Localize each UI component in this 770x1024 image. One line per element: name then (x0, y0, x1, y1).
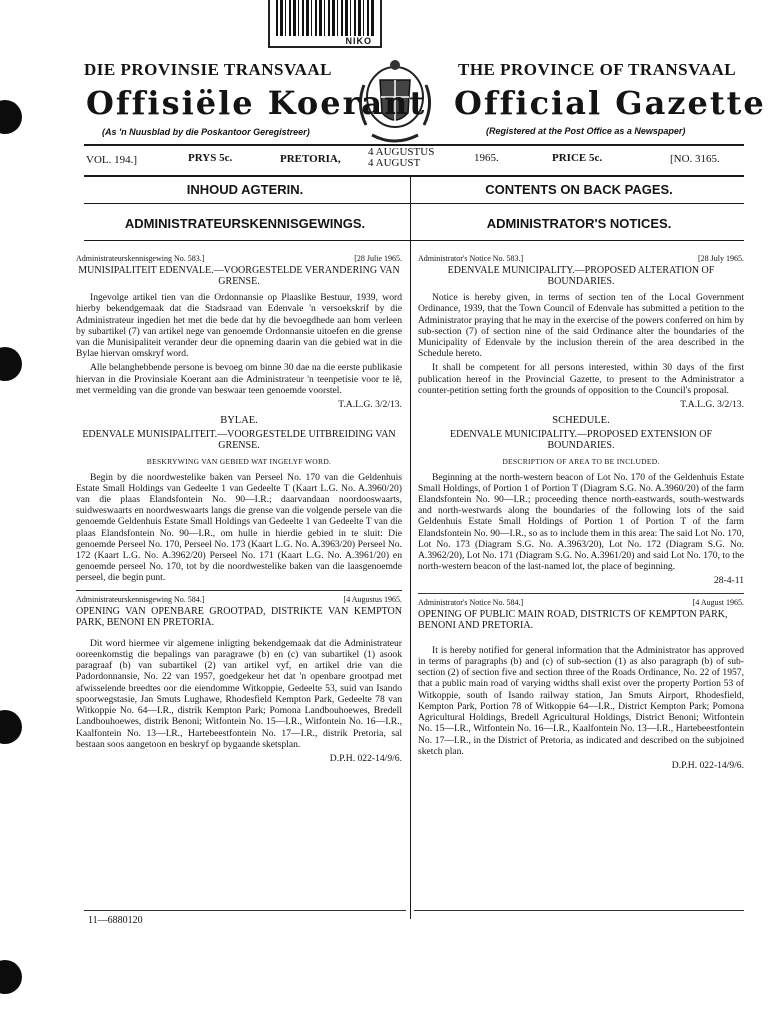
masthead-right-subtitle: (Registered at the Post Office as a Newspaper) (486, 126, 686, 136)
notice-date: [28 Julie 1965. (354, 254, 402, 263)
issue-number: [NO. 3165. (670, 153, 720, 165)
reference-number: D.P.H. 022-14/9/6. (329, 752, 402, 764)
print-code: 11—6880120 (88, 915, 143, 926)
reference-number: D.P.H. 022-14/9/6. (671, 759, 744, 771)
reference-number: T.A.L.G. 3/2/13. (338, 399, 402, 411)
notice-number: Administrateurskennisgewing No. 584.] (76, 594, 205, 604)
notice-title: OPENING OF PUBLIC MAIN ROAD, DISTRICTS OF KEMPTON PARK, BENONI AND PRETORIA. (418, 608, 728, 631)
notice-paragraph: Begin by die noordwestelike baken van Perseel No. 170 van die Geldenhuis Estate Small Holdings van Gedeelte 1 van Gedeelte T (Kaart L.G. No. A.3960/20) van die plaas Elandsfontein No. 90—I.R.; daarvandaan noordooswaarts, suidweswaarts en noordweswaarts langs die grense van die volgende persele van die genoemde Geldenhuis Estate Small Holdings van Gedeelte 1 van Gedeelte T van die plaas Elandsfontein No. 90—I.R., om hulle in hierdie gebied in te sluit: Die genoemde Perseel No. 170, Perseel No. 173 (Kaart L.G. No. A.3963/20) Perseel No. 172 (Kaart L.G. No. A.3962/20) Perseel No. 171 (Kaart L.G. No. A.3961/20) en genoemde perseel No. 170, tot by die noordwestelike baken van die laasgenoemde perseel, die begin punt. (76, 471, 402, 584)
masthead-left-province: DIE PROVINSIE TRANSVAAL (84, 60, 332, 79)
notice-date: [28 July 1965. (698, 254, 744, 263)
masthead-right-title: Official Gazette (454, 84, 766, 122)
notice-number: Administrator's Notice No. 584.] (418, 597, 524, 607)
schedule-heading: BYLAE. (220, 415, 258, 427)
section-title-en: ADMINISTRATOR'S NOTICES. (486, 216, 672, 231)
reference-code: 28-4-11 (713, 575, 744, 587)
notice-paragraph: Beginning at the north-western beacon of Lot No. 170 of the Geldenhuis Estate Small Holdings, of Portion 1 of Portion T (Diagram S.G. No. A.3960/20) of the farm Elandsfontein No. 90—I.R.; proceeding thence north-eastwards, south-westwards and north-westwards along the boundaries of the following lots of the said Geldenhuis Estate Small Holdings of Portion 1 of Portion T of the farm Elandsfontein No. 90—I.R., so as to include them in this area: The said Lot No. 170, Lot No. 173 (Diagram S.G. No. A.3963/20), Lot No. 172 (Diagram S.G. No. A.3962/20), Lot No. 171 (Diagram S.G. No. A.3961/20) and said Lot No. 170, to the north-western beacon of the last-named lot, the place of beginning. (418, 471, 744, 573)
volume-number: VOL. 194.] (86, 154, 138, 166)
punch-hole (0, 100, 22, 134)
rule (84, 203, 744, 204)
reference-number: T.A.L.G. 3/2/13. (680, 399, 744, 411)
rule (84, 240, 744, 241)
masthead-left-title: Offisiële Koerant (86, 84, 427, 122)
notice-title: OPENING VAN OPENBARE GROOTPAD, DISTRIKTE VAN KEMPTON PARK, BENONI EN PRETORIA. (76, 605, 402, 628)
date-af: 4 AUGUSTUS (368, 146, 435, 158)
section-title-af: ADMINISTRATEURSKENNISGEWINGS. (124, 216, 366, 231)
notice-paragraph: It is hereby notified for general information that the Administrator has approved in terms of paragraphs (b) and (c) of sub-section (1) as also paragraph (b) of sub-section (2) of section five and section three of the Roads Ordinance, No. 22 of 1957, that a public main road of varying widths shall exist over the property Portion 53 of Witkoppie, south of Isando railway station, Jan Smuts Airport, Rhodesfield, Kempton Park, Portion 78 of Witkoppie 64—I.R., District Kempton Park; Pomona Agricultural Holdings, Bredell Agricultural Holdings, District Benoni; Witfontein No. 15—I.R., Witfontein No. 16—I.R., Kaalfontein No. 13—I.R., Hartebeestfontein No. 17—I.R., in the District of Pretoria, as indicated and described on the subjoined sketch plan. (418, 644, 744, 757)
schedule-title: EDENVALE MUNICIPALITY.—PROPOSED EXTENSION OF BOUNDARIES. (449, 429, 713, 452)
notice-number: Administrator's Notice No. 583.] (418, 254, 524, 263)
notice-paragraph: Alle belanghebbende persone is bevoeg om binne 30 dae na die eerste publikasie hiervan in die Provinsiale Koerant aan die Administrateur 'n teenpetisie voor te lê, met vermelding van die gronde van beswaar teen genoemde voorstel. (76, 362, 402, 396)
place: PRETORIA, (280, 153, 341, 165)
notice-header (418, 597, 744, 608)
footer-rule (414, 910, 744, 911)
notice-paragraph: Dit word hiermee vir algemene inligting bekendgemaak dat die Administrateur ooreenkomstig die bepalings van paragrawe (b) en (c) van subartikel (1) asook paragraaf (b) van subartikel (2) van artikel vyf, en artikel drie van die Padordonnansie, No. 22 van 1957, goedgekeur het dat 'n openbare grootpad met afwisselende breedtes oor die eiendomme Witkoppie, Gedeelte 53, suid van Isando spoorwegstasie, Jan Smuts Lughawe, Rhodesfield Kempton Park, Gedeelte 78 van Witkoppie No. 64—I.R., distrik Kempton Park; Pomona Landbouhoewes, Bredell Landbouhoewes, distrik Benoni; Witfontein No. 15—I.R., Witfontein No. 16—I.R., Kaalfontein No. 13—I.R., Hartebeestfontein No. 17—I.R., distrik Pretoria, sal bestaan soos aangetoon en beskryf op bygaande sketsplan. (76, 637, 402, 750)
contents-notice-af: INHOUD AGTERIN. (186, 182, 304, 197)
column-afrikaans (76, 249, 402, 769)
notice-paragraph: It shall be competent for all persons interested, within 30 days of the first publication hereof in the Provincial Gazette, to present to the Administrator a counter-petition setting forth the grounds of opposition to the Council's proposal. (418, 362, 744, 396)
notice-divider (76, 590, 402, 591)
price-en: PRICE 5c. (552, 152, 603, 164)
punch-hole (0, 960, 22, 994)
punch-hole (0, 347, 22, 381)
punch-hole (0, 710, 22, 744)
notice-header (418, 253, 744, 264)
schedule-subtitle: BESKRYWING VAN GEBIED WAT INGELYF WORD. (146, 457, 332, 467)
year: 1965. (474, 152, 499, 164)
notice-header (76, 594, 402, 605)
notice-title: EDENVALE MUNICIPALITY.—PROPOSED ALTERATION OF BOUNDARIES. (447, 265, 715, 288)
notice-date: [4 Augustus 1965. (343, 594, 402, 604)
schedule-subtitle: DESCRIPTION OF AREA TO BE INCLUDED. (502, 457, 660, 467)
footer-rule (84, 910, 406, 911)
contents-notice-en: CONTENTS ON BACK PAGES. (485, 182, 673, 197)
schedule-title: EDENVALE MUNISIPALITEIT.—VOORGESTELDE UITBREIDING VAN GRENSE. (82, 429, 396, 452)
column-divider (410, 177, 411, 919)
notice-header (76, 253, 402, 264)
column-english (418, 249, 744, 776)
notice-title: MUNISIPALITEIT EDENVALE.—VOORGESTELDE VERANDERING VAN GRENSE. (78, 265, 400, 288)
notice-paragraph: Ingevolge artikel tien van die Ordonnansie op Plaaslike Bestuur, 1939, word hierby bekendgemaak dat die Stadsraad van Edenvale 'n versoekskrif by die Administrateur ingedien het met die bede dat hy die bevoegdhede aan hom verleen by subartikel (7) van artikel nege van genoemde Ordonnansie uitoefen en die grense van die Munisipaliteit verander deur die opneming daarin van die gebied wat in die Bylae hiervan omskryf word. (76, 292, 402, 360)
notice-number: Administrateurskennisgewing No. 583.] (76, 254, 205, 263)
schedule-heading: SCHEDULE. (552, 415, 610, 427)
notice-paragraph: Notice is hereby given, in terms of section ten of the Local Government Ordinance, 1939, that the Town Council of Edenvale has submitted a petition to the Administrator praying that he may in the exercise of the powers conferred on him by sub-section (7) of section nine of the said Ordinance alter the boundaries of the Municipality of Edenvale by the inclusion therein of the area described in the Schedule hereto. (418, 292, 744, 360)
masthead-left-subtitle: (As 'n Nuusblad by die Poskantoor Geregistreer) (102, 127, 310, 137)
barcode-label: NIKO (345, 36, 372, 46)
notice-divider (418, 593, 744, 594)
price-af: PRYS 5c. (188, 152, 233, 164)
date-en: 4 AUGUST (368, 157, 421, 169)
rule (84, 175, 744, 177)
barcode (268, 0, 382, 48)
notice-date: [4 August 1965. (692, 597, 744, 607)
masthead-right-province: THE PROVINCE OF TRANSVAAL (458, 60, 737, 79)
